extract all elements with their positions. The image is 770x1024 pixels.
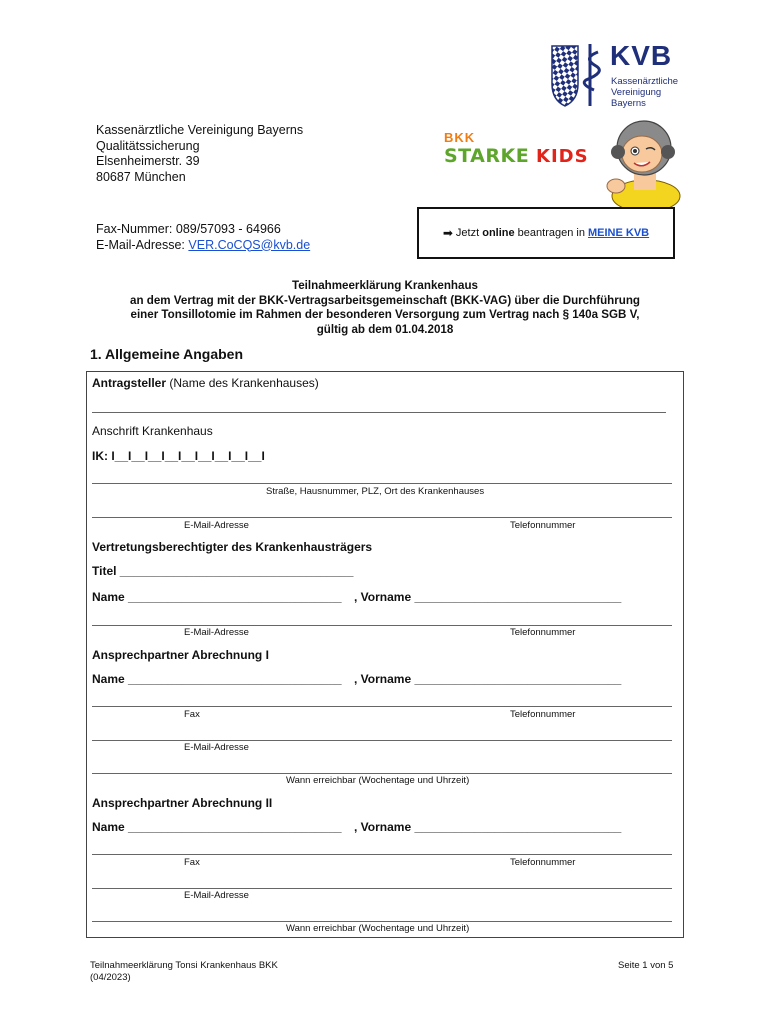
vorname-field-2[interactable]: , Vorname _______________________________ xyxy=(354,672,622,686)
email-caption-3: E-Mail-Adresse xyxy=(184,742,249,753)
footer-version: (04/2023) xyxy=(90,972,131,983)
antragsteller-input-line[interactable] xyxy=(92,412,666,413)
ansprech2-heading: Ansprechpartner Abrechnung II xyxy=(92,796,273,810)
email-input-line-4[interactable] xyxy=(92,888,672,889)
strasse-caption: Straße, Hausnummer, PLZ, Ort des Krankenhauses xyxy=(266,486,485,497)
address-line-3: Elsenheimerstr. 39 xyxy=(96,154,200,168)
online-middle: beantragen in xyxy=(514,227,588,239)
footer-doc-name: Teilnahmeerklärung Tonsi Krankenhaus BKK xyxy=(90,960,278,971)
email-tel-input-line-2[interactable] xyxy=(92,625,672,626)
contact-info xyxy=(96,222,310,253)
kids-label: KIDS xyxy=(536,146,589,167)
name-field-1[interactable]: Name ________________________________ xyxy=(92,590,342,604)
antragsteller-rest: (Name des Krankenhauses) xyxy=(166,376,319,390)
online-bold: online xyxy=(482,227,515,239)
name-field-2[interactable]: Name ________________________________ xyxy=(92,672,342,686)
online-text xyxy=(456,227,649,239)
ik-field[interactable]: IK: I__I__I__I__I__I__I__I__I__I xyxy=(92,449,265,463)
email-tel-input-line-1[interactable] xyxy=(92,517,672,518)
email-label: E-Mail-Adresse: xyxy=(96,237,189,252)
meine-kvb-link[interactable]: MEINE KVB xyxy=(588,227,650,239)
bkk-starke-kids-logo xyxy=(444,128,684,208)
kvb-wordmark: KVB xyxy=(610,40,673,71)
online-prefix: Jetzt xyxy=(455,227,483,239)
fax-tel-input-line-1[interactable] xyxy=(92,706,672,707)
email-link[interactable]: VER.CoCQS@kvb.de xyxy=(188,237,311,252)
strasse-input-line[interactable] xyxy=(92,483,672,484)
page-number: Seite 1 von 5 xyxy=(618,960,674,971)
kvb-name-line-2: Vereinigung xyxy=(611,87,662,98)
footer-left xyxy=(90,960,278,984)
vertretung-heading: Vertretungsberechtigter des Krankenhausträgers xyxy=(92,540,373,554)
vorname-field-1[interactable]: , Vorname _______________________________ xyxy=(354,590,622,604)
wann-input-line-1[interactable] xyxy=(92,773,672,774)
email-caption-2: E-Mail-Adresse xyxy=(184,627,249,638)
telefon-caption-4: Telefonnummer xyxy=(510,857,576,868)
antragsteller-bold: Antragsteller xyxy=(92,376,167,390)
wann-input-line-2[interactable] xyxy=(92,921,672,922)
email-caption-4: E-Mail-Adresse xyxy=(184,890,249,901)
online-application-box xyxy=(417,207,675,259)
name-field-3[interactable]: Name ________________________________ xyxy=(92,820,342,834)
fax-tel-input-line-2[interactable] xyxy=(92,854,672,855)
title-line-3: einer Tonsillotomie im Rahmen der besonderen Versorgung zum Vertrag nach § 140a SGB V, xyxy=(130,308,640,322)
email-caption-1: E-Mail-Adresse xyxy=(184,520,249,531)
fax-caption-1: Fax xyxy=(184,709,200,720)
kvb-name-line-1: Kassenärztliche xyxy=(611,76,679,87)
address-line-1: Kassenärztliche Vereinigung Bayerns xyxy=(96,123,304,137)
mascot-illustration xyxy=(596,112,686,208)
wann-caption-2: Wann erreichbar (Wochentage und Uhrzeit) xyxy=(286,923,470,934)
kvb-name-line-3: Bayerns xyxy=(611,98,646,109)
email-input-line-3[interactable] xyxy=(92,740,672,741)
section-heading: 1. Allgemeine Angaben xyxy=(90,346,243,362)
telefon-caption-1: Telefonnummer xyxy=(510,520,576,531)
email-line xyxy=(96,238,310,254)
title-line-1: Teilnahmeerklärung Krankenhaus xyxy=(292,279,478,292)
bkk-label: BKK xyxy=(444,130,476,145)
title-line-4: gültig ab dem 01.04.2018 xyxy=(316,322,454,336)
recipient-address xyxy=(96,123,303,185)
arrow-right-icon: ➡ xyxy=(442,226,453,240)
address-line-2: Qualitätssicherung xyxy=(96,138,200,153)
antragsteller-label xyxy=(92,376,319,390)
anschrift-label: Anschrift Krankenhaus xyxy=(92,424,213,438)
address-line-4: 80687 München xyxy=(96,169,186,184)
fax-number: Fax-Nummer: 089/57093 - 64966 xyxy=(96,222,281,236)
titel-field[interactable]: Titel ___________________________________ xyxy=(92,564,354,578)
vorname-field-3[interactable]: , Vorname _______________________________ xyxy=(354,820,622,834)
telefon-caption-2: Telefonnummer xyxy=(510,627,576,638)
telefon-caption-3: Telefonnummer xyxy=(510,709,576,720)
title-line-2: an dem Vertrag mit der BKK-Vertragsarbeitsgemeinschaft (BKK-VAG) über die Durchführung xyxy=(130,293,640,307)
document-title xyxy=(60,279,710,337)
wann-caption-1: Wann erreichbar (Wochentage und Uhrzeit) xyxy=(286,775,470,786)
ansprech1-heading: Ansprechpartner Abrechnung I xyxy=(92,648,269,662)
starke-label: STARKE xyxy=(444,145,530,167)
fax-caption-2: Fax xyxy=(184,857,200,868)
